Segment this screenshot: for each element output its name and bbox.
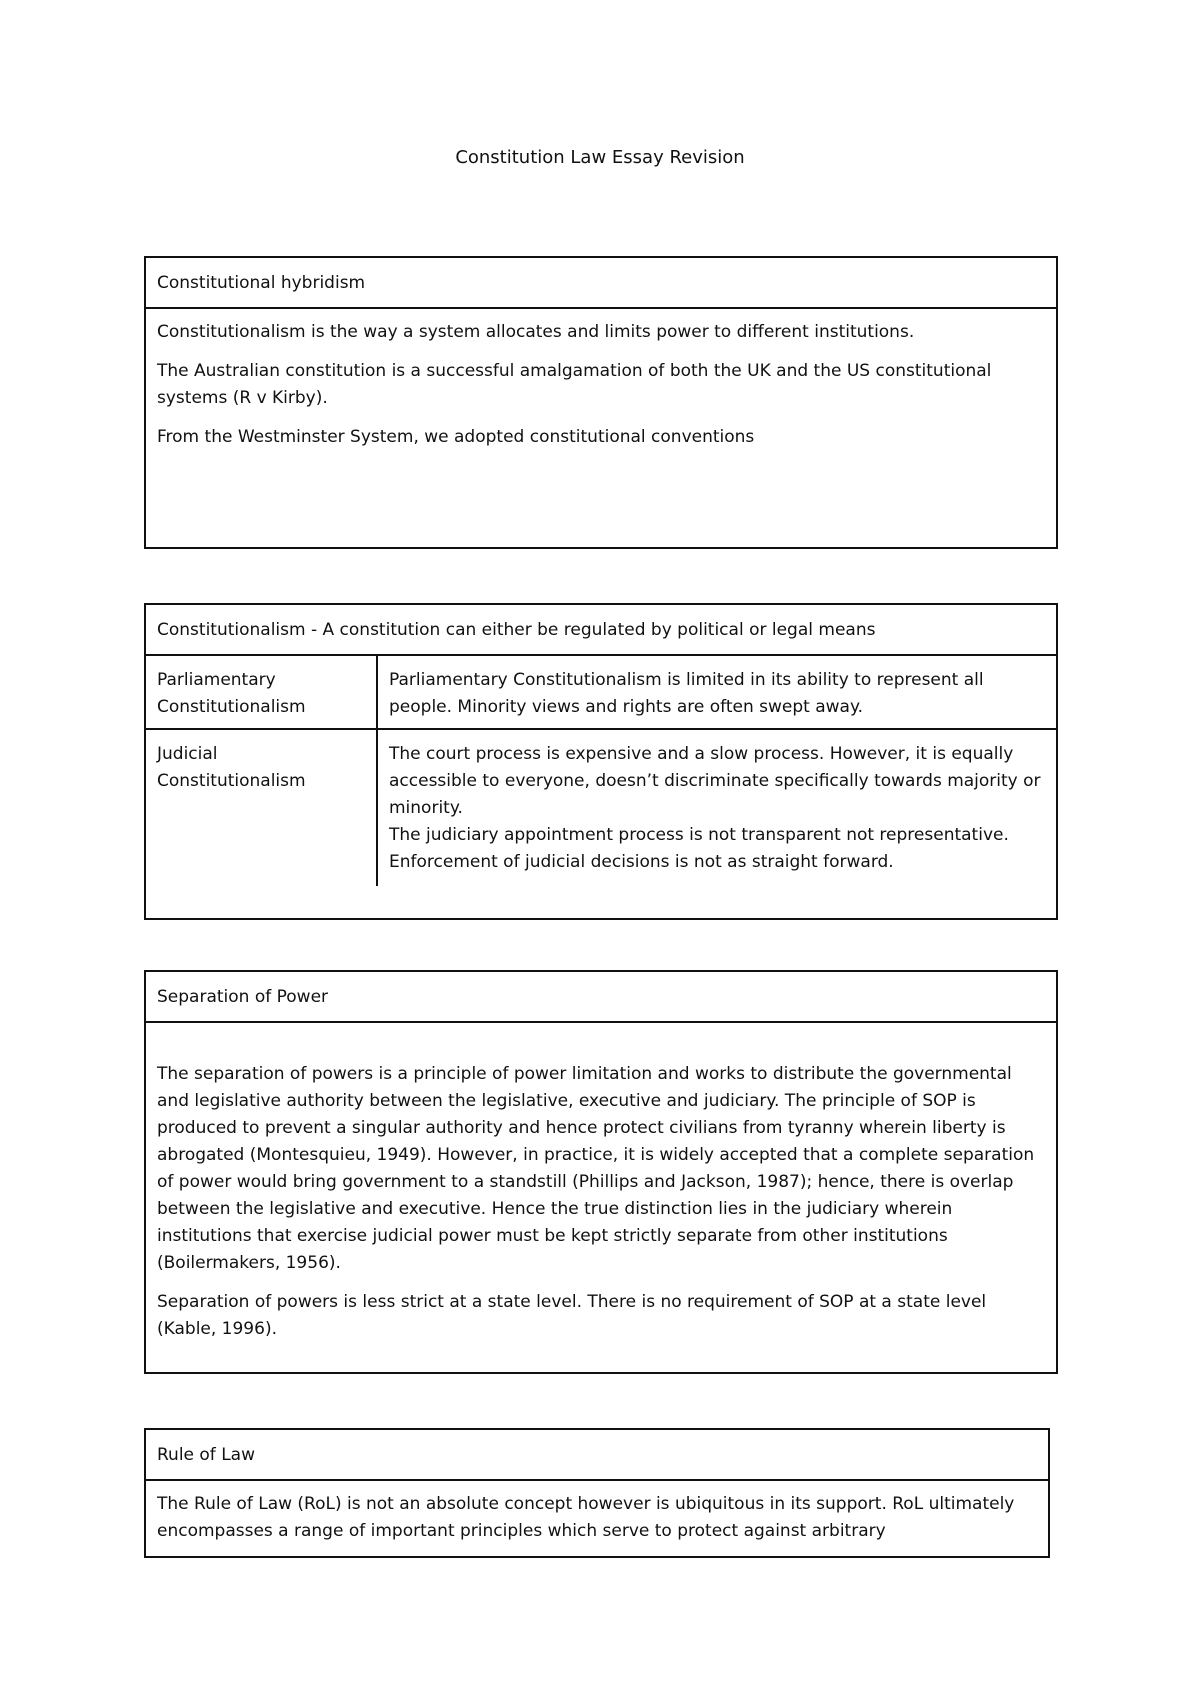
comparison-table	[146, 656, 1056, 886]
row-line: The court process is expensive and a slow process. However, it is equally accessible to everyone, doesn’t discriminate specifically towards majority or minority.	[389, 744, 1041, 818]
row-line: The judiciary appointment process is not transparent not representative.	[389, 825, 1009, 845]
section-heading: Rule of Law	[146, 1430, 1048, 1481]
row-line: Parliamentary Constitutionalism is limited in its ability to represent all people. Minority views and rights are often swept away.	[389, 670, 984, 717]
section-rule-of-law	[144, 1428, 1050, 1558]
row-line: Enforcement of judicial decisions is not as straight forward.	[389, 852, 894, 872]
section-heading: Separation of Power	[146, 972, 1056, 1023]
section-heading: Constitutionalism - A constitution can either be regulated by political or legal means	[146, 605, 1056, 656]
row-label: Parliamentary Constitutionalism	[146, 656, 378, 728]
paragraph: Separation of powers is less strict at a state level. There is no requirement of SOP at a state level (Kable, 1996).	[157, 1292, 987, 1339]
table-row	[146, 656, 1056, 728]
section-separation-of-power	[144, 970, 1058, 1374]
paragraph: Constitutionalism is the way a system allocates and limits power to different institutions.	[157, 322, 915, 342]
paragraph: The Rule of Law (RoL) is not an absolute concept however is ubiquitous in its support. RoL ultimately encompasses a range of important principles which serve to protect against arbitrary	[157, 1494, 1015, 1541]
paragraph: From the Westminster System, we adopted constitutional conventions	[157, 427, 755, 447]
table-row	[146, 728, 1056, 886]
row-content	[378, 656, 1056, 728]
row-content	[378, 730, 1056, 886]
page-title: Constitution Law Essay Revision	[455, 147, 745, 168]
paragraph: The Australian constitution is a successful amalgamation of both the UK and the US constitutional systems (R v Kirby).	[157, 361, 992, 408]
section-heading: Constitutional hybridism	[146, 258, 1056, 309]
row-label: Judicial Constitutionalism	[146, 730, 378, 886]
section-constitutionalism	[144, 603, 1058, 920]
section-constitutional-hybridism	[144, 256, 1058, 549]
paragraph: The separation of powers is a principle of power limitation and works to distribute the governmental and legislative authority between the legislative, executive and judiciary. The principle of SOP is produced to prevent a singular authority and hence protect civilians from tyranny wherein liberty is abrogated (Montesquieu, 1949). However, in practice, it is widely accepted that a complete separation of power would bring government to a standstill (Phillips and Jackson, 1987); hence, there is overlap between the legislative and executive. Hence the true distinction lies in the judiciary wherein institutions that exercise judicial power must be kept strictly separate from other institutions (Boilermakers, 1956).	[157, 1064, 1035, 1273]
